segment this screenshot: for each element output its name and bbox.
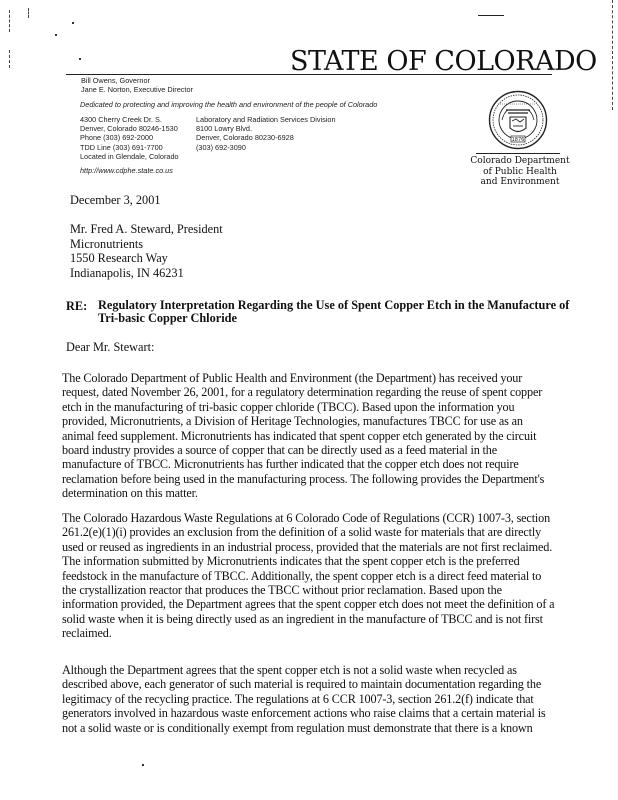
address-line: TDD Line (303) 691-7700 xyxy=(80,142,163,152)
main-office-address xyxy=(80,115,179,161)
paragraph-line: feedstock in the manufacture of TBCC. Additionally, the spent copper etch is a direct feed material to xyxy=(62,568,542,583)
scan-artifact xyxy=(72,22,74,24)
header-rule xyxy=(66,74,552,75)
executive-director-name: Jane E. Norton, Executive Director xyxy=(81,85,193,95)
address-line: 8100 Lowry Blvd. xyxy=(196,124,252,134)
re-label: RE: xyxy=(66,299,88,313)
re-subject: Regulatory Interpretation Regarding the Use of Spent Copper Etch in the Manufacture of Tri-basic Copper Chloride xyxy=(98,298,570,325)
recipient-line: Micronutrients xyxy=(70,236,144,251)
department-name-line: of Public Health xyxy=(483,166,557,177)
paragraph-line: provided, Micronutrients, a Division of Heritage Technologies, manufactures TBCC for use as an xyxy=(62,414,523,429)
paragraph-line: The Colorado Department of Public Health and Environment (the Department) has received your xyxy=(62,371,523,385)
governor-name: Bill Owens, Governor xyxy=(81,76,150,85)
paragraph-regulation-exclusion xyxy=(62,511,554,641)
address-line: Located in Glendale, Colorado xyxy=(80,151,179,161)
paragraph-line: reclamation before being used in the manufacturing process. The following provides the Department's xyxy=(62,471,545,486)
department-name-line: and Environment xyxy=(480,177,560,187)
paragraph-line: legitimacy of the recycling practice. The regulations at 6 CCR 1007-3, section 261.2(f) indicate that xyxy=(62,691,534,706)
paragraph-request-summary xyxy=(62,371,544,501)
scan-artifact xyxy=(142,764,144,766)
scan-artifact xyxy=(9,50,10,68)
paragraph-line: The information submitted by Micronutrients indicates that the spent copper etch is the preferred xyxy=(62,554,520,569)
address-line: (303) 692-3090 xyxy=(196,142,246,152)
seal-rule xyxy=(476,153,560,154)
department-name-line: Colorado Department xyxy=(470,156,570,166)
address-line: Phone (303) 692-2000 xyxy=(80,133,154,143)
department-name xyxy=(470,156,570,188)
paragraph-line: animal feed supplement. Micronutrients has indicated that spent copper etch generated by the circuit xyxy=(62,428,537,443)
paragraph-documentation-requirement xyxy=(62,663,546,735)
scan-artifact xyxy=(55,34,57,36)
recipient-address xyxy=(70,222,223,280)
address-line: Laboratory and Radiation Services Division xyxy=(196,115,336,124)
officials xyxy=(81,76,193,94)
paragraph-line: board industry provides a source of copper that can be directly used as a feed material in the xyxy=(62,443,497,458)
scan-artifact xyxy=(9,10,10,32)
scan-artifact xyxy=(612,0,613,110)
paragraph-line: information provided, the Department agrees that the spent copper etch does not meet the definition of a xyxy=(62,597,555,612)
svg-text:1876: 1876 xyxy=(511,137,525,143)
salutation: Dear Mr. Stewart: xyxy=(66,340,155,354)
website-link[interactable]: http://www.cdphe.state.co.us xyxy=(80,166,173,175)
paragraph-line: request, dated November 26, 2001, for a regulatory determination regarding the reuse of spent copper xyxy=(62,385,543,400)
motto: Dedicated to protecting and improving the health and environment of the people of Colorado xyxy=(80,100,378,109)
state-seal-icon xyxy=(488,90,548,150)
paragraph-line: used or reused as ingredients in an industrial process, provided that the materials are not first reclaimed. xyxy=(62,539,553,554)
scan-artifact xyxy=(79,58,81,60)
state-title: STATE OF COLORADO xyxy=(290,46,597,77)
paragraph-line: 261.2(e)(1)(i) provides an exclusion from the definition of a solid waste for materials that are directly xyxy=(62,525,542,540)
paragraph-line: generators involved in hazardous waste enforcement actions who raise claims that a certain material is xyxy=(62,706,546,721)
lab-division-address xyxy=(196,115,336,152)
paragraph-line: The Colorado Hazardous Waste Regulations at 6 Colorado Code of Regulations (CCR) 1007-3, section xyxy=(62,511,551,525)
paragraph-line: manufacture of TBCC. Micronutrients has further indicated that the copper etch does not require xyxy=(62,457,519,472)
recipient-line: 1550 Research Way xyxy=(70,251,168,266)
recipient-line: Indianapolis, IN 46231 xyxy=(70,265,184,280)
header-rule-top xyxy=(478,15,504,16)
paragraph-line: described above, each generator of such material is required to maintain documentation regarding the xyxy=(62,677,542,692)
address-line: 4300 Cherry Creek Dr. S. xyxy=(80,115,162,124)
recipient-line: Mr. Fred A. Steward, President xyxy=(70,222,223,236)
paragraph-line: etch in the manufacturing of tri-basic copper chloride (TBCC). Based upon the information you xyxy=(62,399,515,414)
address-line: Denver, Colorado 80230-6928 xyxy=(196,133,294,143)
paragraph-line: not a solid waste or is conditionally exempt from regulation must demonstrate that there is a known xyxy=(62,720,533,735)
scan-artifact xyxy=(28,8,29,18)
paragraph-line: solid waste when it is being directly used as an ingredient in the manufacture of TBCC and is not first xyxy=(62,611,543,626)
paragraph-line: the crystallization reactor that produces the TBCC without prior reclamation. Based upon the xyxy=(62,583,502,598)
address-line: Denver, Colorado 80246-1530 xyxy=(80,124,178,134)
paragraph-line: reclaimed. xyxy=(62,626,112,641)
paragraph-line: determination on this matter. xyxy=(62,486,198,501)
letter-date: December 3, 2001 xyxy=(70,193,161,207)
paragraph-line: Although the Department agrees that the spent copper etch is not a solid waste when recycled as xyxy=(62,663,517,677)
